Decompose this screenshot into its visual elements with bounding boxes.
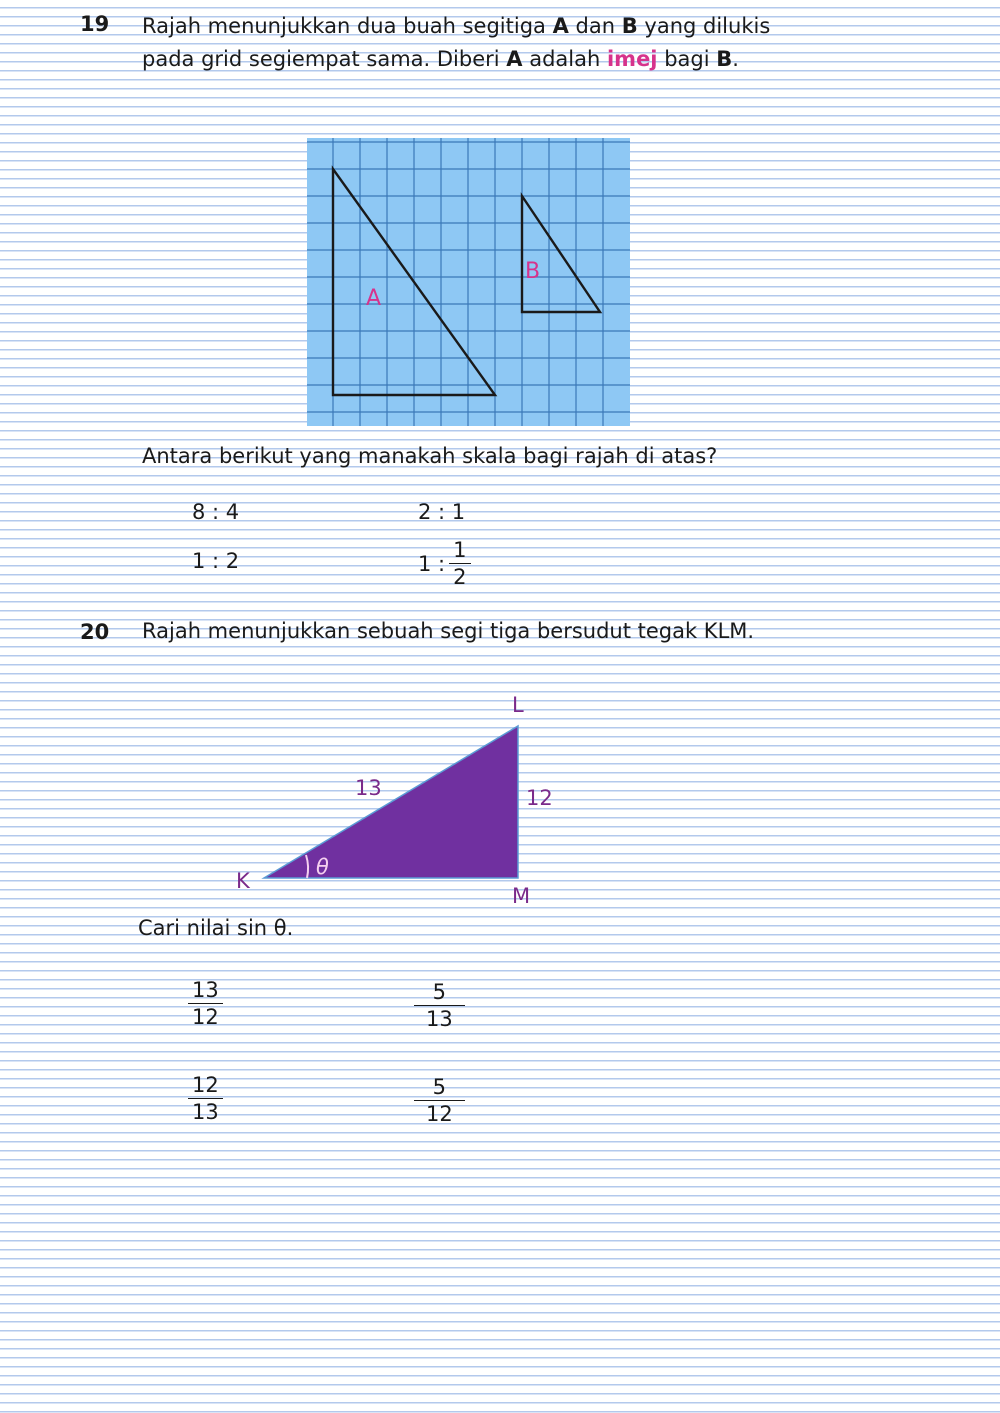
question-20-text: Rajah menunjukkan sebuah segi tiga bersudut tegak KLM. (142, 619, 755, 643)
question-19-line-2 (142, 43, 770, 76)
bold-B: B (621, 14, 638, 38)
triangle-KLM (264, 726, 518, 878)
question-19-text (142, 10, 770, 76)
triangle-KLM-diagram (220, 685, 580, 915)
grid-diagram (307, 138, 630, 426)
text-span: adalah (522, 47, 607, 71)
option-20-3[interactable] (188, 1073, 223, 1124)
fraction-bar (414, 1100, 465, 1101)
fraction-bar (449, 563, 470, 564)
option-20-4[interactable] (414, 1075, 465, 1126)
vertex-L-label: L (512, 693, 524, 717)
fraction-numerator: 5 (432, 1075, 447, 1099)
fraction-denominator: 12 (192, 1005, 219, 1029)
fraction-bar (188, 1003, 223, 1004)
highlight-imej: imej (606, 47, 658, 71)
fraction-denominator: 12 (426, 1102, 453, 1126)
fraction-numerator: 13 (192, 978, 219, 1002)
fraction-numerator: 5 (432, 980, 447, 1004)
side-LM-label: 12 (526, 786, 553, 810)
fraction-denominator: 13 (426, 1007, 453, 1031)
fraction-denominator: 2 (453, 565, 467, 589)
text-span: bagi (657, 47, 717, 71)
text-span: dan (568, 14, 622, 38)
option-19-3[interactable]: 1 : 2 (192, 549, 240, 573)
option-19-4-prefix: 1 : (418, 551, 446, 576)
option-20-2[interactable] (414, 980, 465, 1031)
bold-A: A (506, 47, 523, 71)
option-20-4-fraction (414, 1075, 465, 1126)
question-19-prompt: Antara berikut yang manakah skala bagi rajah di atas? (142, 444, 718, 468)
text-span: . (732, 47, 739, 71)
label-B: B (525, 259, 541, 284)
text-span: pada grid segiempat sama. Diberi (142, 47, 507, 71)
fraction-denominator: 13 (192, 1100, 219, 1124)
side-KL-label: 13 (355, 776, 382, 800)
fraction-bar (188, 1098, 223, 1099)
option-19-4-fraction (449, 538, 470, 589)
question-20-number: 20 (80, 620, 110, 644)
fraction-bar (414, 1005, 465, 1006)
bold-B: B (716, 47, 733, 71)
question-19-line-1 (142, 10, 770, 43)
bold-A: A (552, 14, 569, 38)
option-20-2-fraction (414, 980, 465, 1031)
text-span: Rajah menunjukkan dua buah segitiga (142, 14, 553, 38)
question-20-prompt: Cari nilai sin θ. (138, 916, 294, 940)
option-19-2[interactable]: 2 : 1 (418, 500, 466, 524)
fraction-numerator: 1 (453, 538, 467, 562)
option-19-4[interactable] (418, 538, 471, 589)
label-A: A (366, 286, 382, 311)
text-span: yang dilukis (637, 14, 771, 38)
option-20-1-fraction (188, 978, 223, 1029)
vertex-M-label: M (512, 884, 531, 908)
question-19-number: 19 (80, 12, 110, 36)
option-19-1[interactable]: 8 : 4 (192, 500, 240, 524)
vertex-K-label: K (236, 869, 250, 893)
angle-theta-label: θ (316, 855, 329, 879)
option-20-1[interactable] (188, 978, 223, 1029)
option-20-3-fraction (188, 1073, 223, 1124)
fraction-numerator: 12 (192, 1073, 219, 1097)
